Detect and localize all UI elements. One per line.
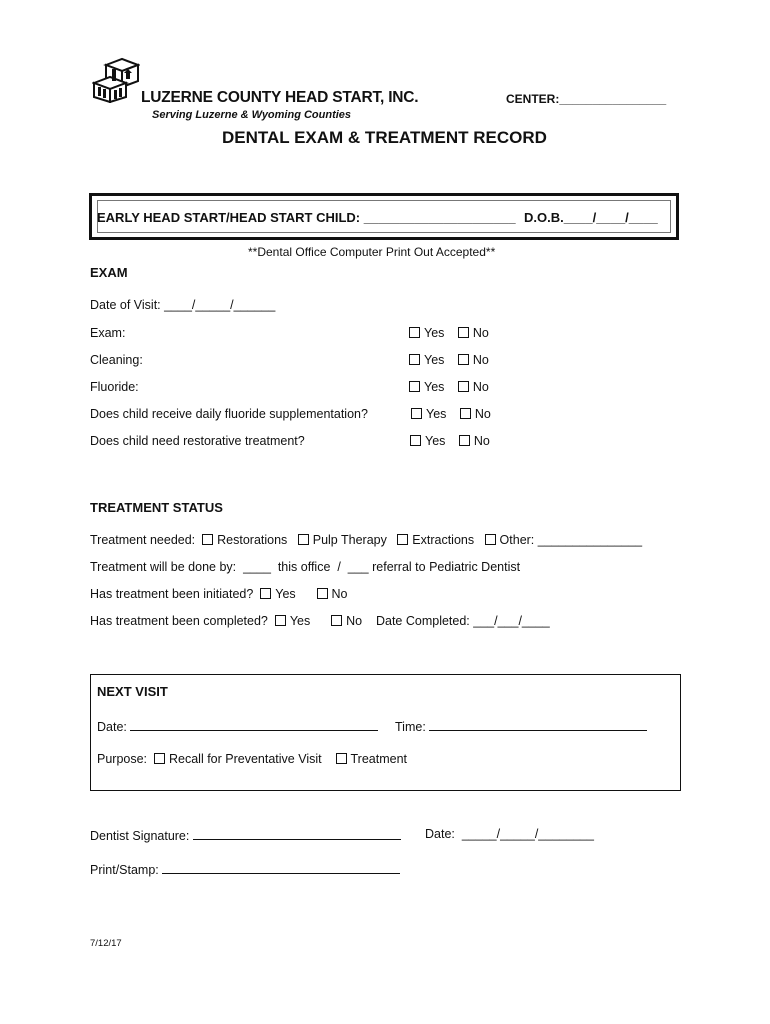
supplementation-row-label: Does child receive daily fluoride supplementation? [90, 407, 368, 421]
checkbox[interactable] [459, 435, 470, 446]
checkbox[interactable] [260, 588, 271, 599]
signature-date-row [425, 827, 594, 841]
cleaning-row-label: Cleaning: [90, 353, 143, 367]
next-visit-heading: NEXT VISIT [97, 684, 168, 699]
no-option[interactable]: No [459, 434, 490, 448]
restorative-yes-no [410, 434, 500, 448]
completed-yes[interactable]: Yes [275, 614, 310, 628]
treatment-needed-row [90, 533, 642, 547]
completed-row [90, 614, 550, 628]
no-option[interactable]: No [458, 326, 489, 340]
restorative-row-label: Does child need restorative treatment? [90, 434, 305, 448]
checkbox[interactable] [460, 408, 471, 419]
checkbox[interactable] [298, 534, 309, 545]
exam-heading: EXAM [90, 265, 128, 280]
printout-note: **Dental Office Computer Print Out Accepted** [248, 245, 496, 259]
child-name-field[interactable]: EARLY HEAD START/HEAD START CHILD: _____________________ [97, 210, 516, 225]
next-visit-time-row [395, 718, 647, 734]
checkbox[interactable] [336, 753, 347, 764]
treatment-done-by-field[interactable]: Treatment will be done by: ____ this office / ___ referral to Pediatric Dentist [90, 560, 521, 574]
treatment-heading: TREATMENT STATUS [90, 500, 223, 515]
no-option[interactable]: No [458, 380, 489, 394]
purpose-row [97, 752, 407, 766]
purpose-label: Purpose: [97, 752, 148, 766]
signature-date-input[interactable]: _____/_____/________ [461, 827, 594, 841]
fluoride-yes-no [409, 380, 499, 394]
no-option[interactable]: No [458, 353, 489, 367]
checkbox[interactable] [411, 408, 422, 419]
print-stamp-label: Print/Stamp: [90, 863, 159, 877]
yes-option[interactable]: Yes [409, 353, 444, 367]
checkbox[interactable] [458, 327, 469, 338]
dentist-signature-row [90, 827, 401, 843]
supplementation-yes-no [411, 407, 501, 421]
next-visit-time-input[interactable] [429, 718, 647, 731]
center-field[interactable]: CENTER:________________ [506, 92, 667, 106]
print-stamp-input[interactable] [162, 861, 400, 874]
fluoride-row-label: Fluoride: [90, 380, 139, 394]
completed-no[interactable]: No [331, 614, 362, 628]
dentist-signature-input[interactable] [193, 827, 401, 840]
yes-option[interactable]: Yes [411, 407, 446, 421]
checkbox[interactable] [154, 753, 165, 764]
checkbox[interactable] [409, 354, 420, 365]
yes-option[interactable]: Yes [410, 434, 445, 448]
option-extractions[interactable]: Extractions [397, 533, 474, 547]
initiated-row [90, 587, 347, 601]
checkbox[interactable] [458, 354, 469, 365]
checkbox[interactable] [458, 381, 469, 392]
no-option[interactable]: No [460, 407, 491, 421]
completed-label: Has treatment been completed? [90, 614, 268, 628]
cleaning-yes-no [409, 353, 499, 367]
yes-option[interactable]: Yes [409, 326, 444, 340]
organization-name: LUZERNE COUNTY HEAD START, INC. [141, 89, 419, 106]
exam-row-label: Exam: [90, 326, 126, 340]
option-pulp-therapy[interactable]: Pulp Therapy [298, 533, 387, 547]
exam-yes-no [409, 326, 499, 340]
dentist-signature-label: Dentist Signature: [90, 829, 190, 843]
initiated-no[interactable]: No [317, 587, 348, 601]
checkbox[interactable] [275, 615, 286, 626]
signature-date-label: Date: [425, 827, 455, 841]
date-completed-field[interactable]: Date Completed: ___/___/____ [375, 614, 550, 628]
checkbox[interactable] [409, 327, 420, 338]
option-restorations[interactable]: Restorations [202, 533, 287, 547]
checkbox[interactable] [397, 534, 408, 545]
treatment-needed-label: Treatment needed: [90, 533, 196, 547]
head-start-blocks-logo [92, 57, 140, 103]
service-area: Serving Luzerne & Wyoming Counties [152, 109, 352, 121]
checkbox[interactable] [202, 534, 213, 545]
form-title: DENTAL EXAM & TREATMENT RECORD [222, 128, 547, 147]
print-stamp-row [90, 861, 400, 877]
dob-field[interactable]: D.O.B.____/____/____ [524, 210, 658, 225]
purpose-treatment[interactable]: Treatment [336, 752, 408, 766]
form-version-date: 7/12/17 [90, 938, 122, 949]
checkbox[interactable] [317, 588, 328, 599]
next-visit-date-row [97, 718, 378, 734]
next-visit-time-label: Time: [395, 720, 426, 734]
next-visit-date-label: Date: [97, 720, 127, 734]
checkbox[interactable] [485, 534, 496, 545]
checkbox[interactable] [409, 381, 420, 392]
yes-option[interactable]: Yes [409, 380, 444, 394]
purpose-recall[interactable]: Recall for Preventative Visit [154, 752, 322, 766]
next-visit-date-input[interactable] [130, 718, 378, 731]
option-other[interactable]: Other: _______________ [485, 533, 643, 547]
date-of-visit-field[interactable]: Date of Visit: ____/_____/______ [90, 298, 276, 312]
checkbox[interactable] [331, 615, 342, 626]
initiated-label: Has treatment been initiated? [90, 587, 254, 601]
checkbox[interactable] [410, 435, 421, 446]
initiated-yes[interactable]: Yes [260, 587, 295, 601]
